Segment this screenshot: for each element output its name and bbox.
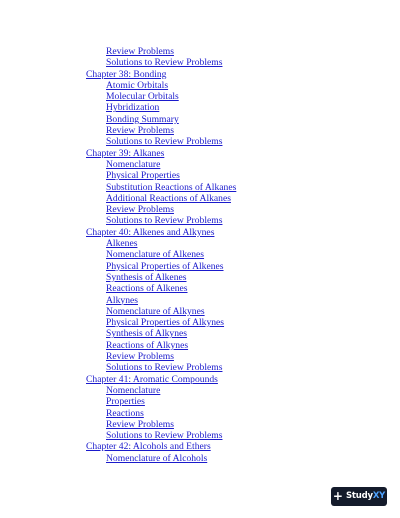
toc-link[interactable]: Solutions to Review Problems xyxy=(106,136,223,148)
toc-link[interactable]: Additional Reactions of Alkanes xyxy=(106,192,231,204)
toc-link[interactable]: Nomenclature of Alcohols xyxy=(106,452,208,464)
toc-link[interactable]: Review Problems xyxy=(106,351,174,363)
toc-link[interactable]: Reactions xyxy=(106,407,144,419)
toc-link[interactable]: Alkenes xyxy=(106,238,138,250)
toc-link[interactable]: Review Problems xyxy=(106,46,174,57)
toc-chapter-link[interactable]: Chapter 38: Bonding xyxy=(86,68,167,80)
toc-link[interactable]: Nomenclature xyxy=(106,384,161,396)
toc-link[interactable]: Nomenclature of Alkenes xyxy=(106,249,205,261)
table-of-contents xyxy=(86,46,386,464)
toc-link[interactable]: Hybridization xyxy=(106,102,160,114)
toc-link[interactable]: Solutions to Review Problems xyxy=(106,362,223,374)
toc-link[interactable]: Alkynes xyxy=(106,294,138,306)
toc-link[interactable]: Bonding Summary xyxy=(106,113,179,125)
toc-link[interactable]: Physical Properties of Alkenes xyxy=(106,260,224,272)
toc-link[interactable]: Nomenclature of Alkynes xyxy=(106,305,205,317)
brand-logo: StudyXY xyxy=(345,491,386,502)
toc-chapter-link[interactable]: Chapter 42: Alcohols and Ethers xyxy=(86,441,211,453)
toc-link[interactable]: Synthesis of Alkynes xyxy=(106,328,188,340)
toc-link[interactable]: Atomic Orbitals xyxy=(106,79,169,91)
toc-link[interactable]: Nomenclature xyxy=(106,158,161,170)
toc-link[interactable]: Review Problems xyxy=(106,125,174,137)
toc-link[interactable]: Review Problems xyxy=(106,204,174,216)
toc-link[interactable]: Solutions to Review Problems xyxy=(106,430,223,442)
toc-link[interactable]: Synthesis of Alkenes xyxy=(106,271,187,283)
toc-link[interactable]: Physical Properties of Alkynes xyxy=(106,317,225,329)
toc-chapter-link[interactable]: Chapter 39: Alkanes xyxy=(86,147,165,159)
toc-link[interactable]: Solutions to Review Problems xyxy=(106,57,223,69)
toc-link[interactable]: Reactions of Alkenes xyxy=(106,283,188,295)
toc-link[interactable]: Substitution Reactions of Alkanes xyxy=(106,181,237,193)
toc-link[interactable]: Reactions of Alkynes xyxy=(106,339,189,351)
toc-link[interactable]: Review Problems xyxy=(106,418,174,430)
toc-link[interactable]: Molecular Orbitals xyxy=(106,91,179,103)
toc-link[interactable]: Properties xyxy=(106,396,145,408)
toc-link[interactable]: Physical Properties xyxy=(106,170,180,182)
toc-link[interactable]: Solutions to Review Problems xyxy=(106,215,223,227)
toc-chapter-link[interactable]: Chapter 40: Alkenes and Alkynes xyxy=(86,226,215,238)
plus-icon: + xyxy=(332,489,343,503)
studyxy-badge[interactable] xyxy=(331,487,387,506)
toc-chapter-link[interactable]: Chapter 41: Aromatic Compounds xyxy=(86,373,218,385)
